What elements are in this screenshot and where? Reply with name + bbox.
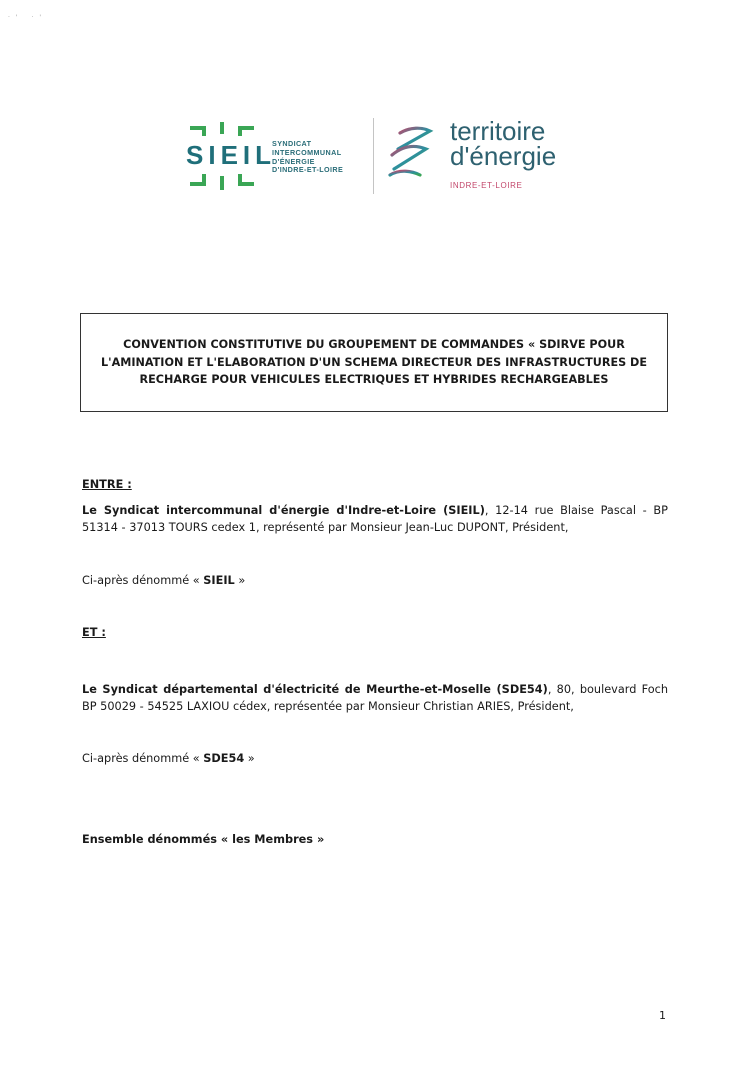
- document-title-line: RECHARGE POUR VEHICULES ELECTRIQUES ET HYBRIDES RECHARGEABLES: [139, 373, 609, 387]
- territoire-energie-logo: [386, 115, 586, 197]
- sieil-logo: [186, 120, 366, 192]
- document-title-box: [80, 313, 668, 412]
- scan-marks: ·' ·': [8, 14, 48, 21]
- territoire-energie-title: [450, 116, 557, 171]
- territoire-energie-region: INDRE-ET-LOIRE: [450, 181, 523, 190]
- party1-name: Le Syndicat intercommunal d'énergie d'Indre-et-Loire (SIEIL): [82, 504, 485, 517]
- header-logos: [186, 115, 586, 197]
- page-number: 1: [659, 1009, 666, 1022]
- party2-alias: SDE54: [203, 752, 245, 765]
- party1-alias-suffix: »: [234, 574, 246, 587]
- party2-paragraph: [82, 681, 668, 715]
- party1-paragraph: [82, 502, 668, 536]
- members-line: Ensemble dénommés « les Membres »: [82, 833, 325, 846]
- sieil-subtitle: [272, 140, 343, 175]
- sieil-subtitle-line: D'INDRE-ET-LOIRE: [272, 165, 344, 175]
- entre-heading: ENTRE :: [82, 478, 132, 491]
- party2-alias-line: [82, 750, 668, 767]
- logo-divider: [373, 118, 374, 194]
- party2-name: Le Syndicat départemental d'électricité de Meurthe-et-Moselle (SDE54): [82, 683, 548, 696]
- party2-alias-suffix: »: [244, 752, 255, 765]
- document-title: [91, 336, 657, 389]
- document-title-line: L'AMINATION ET L'ELABORATION D'UN SCHEMA DIRECTEUR DES INFRASTRUCTURES DE: [101, 355, 647, 369]
- sieil-subtitle-line: SYNDICAT: [272, 139, 312, 148]
- party1-details: , 12-14 rue Blaise Pascal - BP 51314 - 37013 TOURS cedex 1, représenté par Monsieur Jean-Luc DUPONT, Président,: [82, 504, 668, 534]
- party1-alias-line: [82, 572, 668, 589]
- sieil-subtitle-line: D'ÉNERGIE: [272, 156, 315, 166]
- territoire-energie-title-line2: d'énergie: [450, 141, 557, 171]
- sieil-subtitle-line: INTERCOMMUNAL: [272, 147, 342, 157]
- document-title-line: CONVENTION CONSTITUTIVE DU GROUPEMENT DE COMMANDES « SDIRVE POUR: [123, 338, 625, 352]
- party1-alias: SIEIL: [203, 574, 235, 587]
- territoire-energie-logo-mark: [386, 125, 434, 181]
- territoire-energie-title-line1: territoire: [450, 116, 546, 146]
- party2-alias-prefix: Ci-après dénommé «: [82, 752, 204, 765]
- party1-alias-prefix: Ci-après dénommé «: [82, 574, 204, 587]
- et-heading: ET :: [82, 626, 106, 639]
- party2-details: , 80, boulevard Foch BP 50029 - 54525 LAXIOU cédex, représentée par Monsieur Christian ARIES, Président,: [82, 683, 669, 713]
- sieil-acronym: SIEIL: [186, 140, 277, 170]
